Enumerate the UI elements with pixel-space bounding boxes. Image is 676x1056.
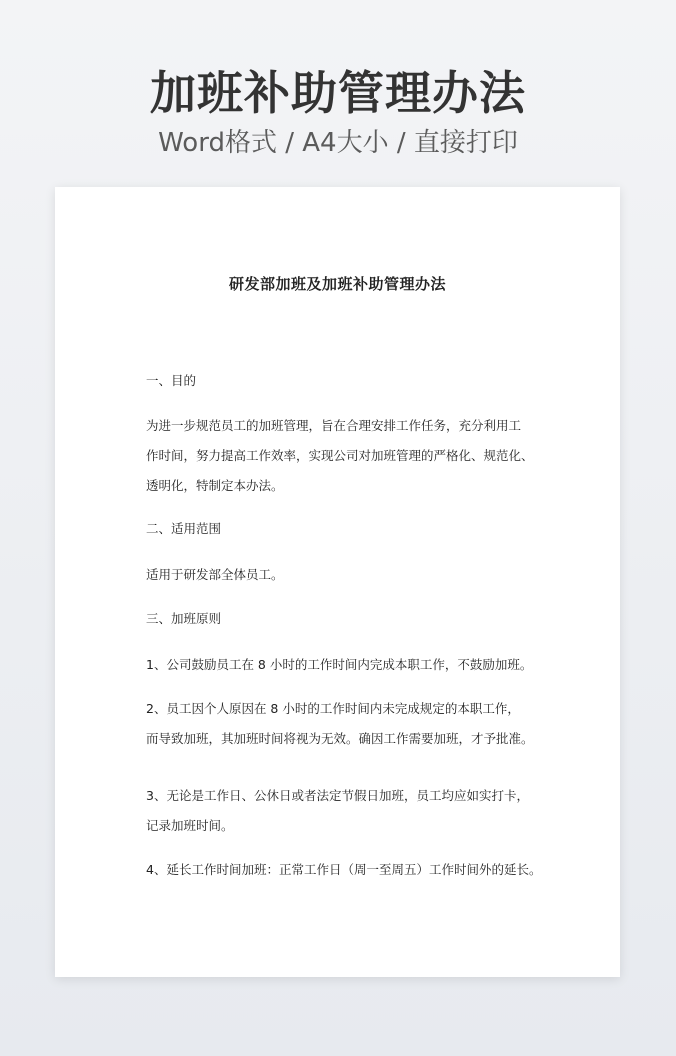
paragraph-line: 记录加班时间。	[146, 818, 234, 833]
section-heading-purpose: 一、目的	[146, 373, 197, 388]
paragraph-line: 透明化，特制定本办法。	[146, 478, 284, 493]
paragraph-line: 为进一步规范员工的加班管理，旨在合理安排工作任务，充分利用工	[146, 418, 522, 433]
paragraph-purpose	[146, 411, 536, 501]
rule-2	[146, 694, 536, 754]
paragraph-line: 2、员工因个人原因在 8 小时的工作时间内未完成规定的本职工作，	[146, 701, 520, 716]
section-heading-principles: 三、加班原则	[146, 611, 222, 626]
promo-title: 加班补助管理办法	[150, 66, 526, 120]
paragraph-line: 3、无论是工作日、公休日或者法定节假日加班，员工均应如实打卡，	[146, 788, 529, 803]
document-page	[55, 187, 620, 977]
rule-1: 1、公司鼓励员工在 8 小时的工作时间内完成本职工作，不鼓励加班。	[146, 657, 533, 672]
paragraph-scope: 适用于研发部全体员工。	[146, 567, 284, 582]
document-title: 研发部加班及加班补助管理办法	[228, 275, 446, 293]
paragraph-line: 作时间，努力提高工作效率，实现公司对加班管理的严格化、规范化、	[146, 448, 534, 463]
section-heading-scope: 二、适用范围	[146, 521, 222, 536]
promo-subtitle: Word格式 / A4大小 / 直接打印	[158, 128, 518, 158]
paragraph-line: 而导致加班，其加班时间将视为无效。确因工作需要加班，才予批准。	[146, 731, 534, 746]
rule-3	[146, 781, 536, 841]
rule-4: 4、延长工作时间加班：正常工作日（周一至周五）工作时间外的延长。	[146, 862, 542, 877]
promo-header	[0, 62, 676, 162]
